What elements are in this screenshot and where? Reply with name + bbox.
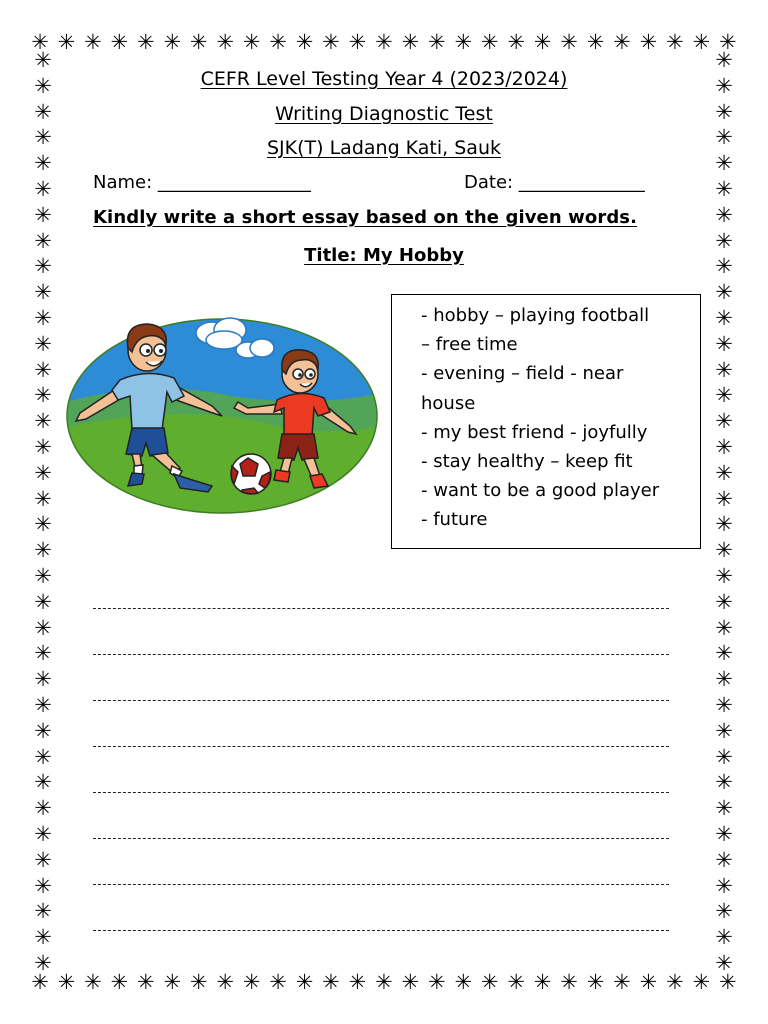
border-star-icon: ✳ [163,29,182,54]
border-star-icon: ✳ [715,125,733,150]
writing-line[interactable] [93,608,669,609]
border-star-icon: ✳ [34,254,52,279]
border-star-icon: ✳ [295,29,314,54]
border-star-icon: ✳ [715,563,733,588]
border-star-icon: ✳ [34,99,52,124]
border-star-icon: ✳ [480,969,499,994]
border-star-icon: ✳ [34,796,52,821]
border-star-icon: ✳ [715,899,733,924]
border-star-icon: ✳ [666,29,684,54]
border-star-icon: ✳ [57,969,76,994]
border-star-icon: ✳ [427,969,446,994]
border-star-icon: ✳ [34,486,52,511]
star-border-top [28,29,740,55]
border-star-icon: ✳ [189,29,208,54]
test-title: CEFR Level Testing Year 4 (2023/2024) [200,68,568,90]
border-star-icon: ✳ [34,641,52,666]
border-star-icon: ✳ [666,969,684,994]
border-star-icon: ✳ [401,969,420,994]
border-star-icon: ✳ [34,73,52,98]
border-star-icon: ✳ [715,50,733,72]
border-star-icon: ✳ [715,73,733,98]
writing-line[interactable] [93,930,669,931]
word-list-item: - future [421,509,488,531]
border-star-icon: ✳ [295,969,314,994]
border-star-icon: ✳ [34,770,52,795]
border-star-icon: ✳ [34,512,52,537]
border-star-icon: ✳ [242,969,261,994]
border-star-icon: ✳ [560,969,578,994]
football-illustration [62,308,382,523]
border-star-icon: ✳ [715,821,733,846]
border-star-icon: ✳ [586,969,605,994]
word-list-item: - want to be a good player [421,480,660,502]
border-star-icon: ✳ [507,969,525,994]
border-star-icon: ✳ [715,718,733,743]
star-border-bottom [28,969,740,995]
border-star-icon: ✳ [34,950,52,974]
border-star-icon: ✳ [189,969,208,994]
border-star-icon: ✳ [715,99,733,124]
writing-line[interactable] [93,746,669,747]
border-star-icon: ✳ [715,667,733,692]
border-star-icon: ✳ [34,305,52,330]
name-field[interactable]: Name: _________________ [93,172,311,193]
border-star-icon: ✳ [507,29,525,54]
border-star-icon: ✳ [34,434,52,459]
border-star-icon: ✳ [137,969,155,994]
border-star-icon: ✳ [715,434,733,459]
border-star-icon: ✳ [715,383,733,408]
border-star-icon: ✳ [692,969,711,994]
border-star-icon: ✳ [639,29,658,54]
border-star-icon: ✳ [216,29,234,54]
border-star-icon: ✳ [427,29,446,54]
border-star-icon: ✳ [34,176,52,201]
border-star-icon: ✳ [57,29,76,54]
border-star-icon: ✳ [715,280,733,305]
border-star-icon: ✳ [216,969,234,994]
border-star-icon: ✳ [34,383,52,408]
border-star-icon: ✳ [715,692,733,717]
border-star-icon: ✳ [718,969,737,994]
border-star-icon: ✳ [715,254,733,279]
border-star-icon: ✳ [715,460,733,485]
border-star-icon: ✳ [715,641,733,666]
border-star-icon: ✳ [375,969,393,994]
border-star-icon: ✳ [34,280,52,305]
word-list-item: – free time [421,334,518,356]
writing-line[interactable] [93,654,669,655]
border-star-icon: ✳ [375,29,393,54]
football-icon [231,454,271,494]
border-star-icon: ✳ [84,969,102,994]
border-star-icon: ✳ [163,969,182,994]
border-star-icon: ✳ [34,151,52,176]
word-list-item: - stay healthy – keep fit [421,451,633,473]
border-star-icon: ✳ [613,29,631,54]
border-star-icon: ✳ [715,486,733,511]
border-star-icon: ✳ [715,847,733,872]
border-star-icon: ✳ [715,228,733,253]
star-border-left [30,50,56,974]
border-star-icon: ✳ [34,538,52,563]
writing-line[interactable] [93,700,669,701]
border-star-icon: ✳ [34,847,52,872]
border-star-icon: ✳ [715,305,733,330]
border-star-icon: ✳ [242,29,261,54]
border-star-icon: ✳ [715,744,733,769]
border-star-icon: ✳ [31,29,49,54]
border-star-icon: ✳ [715,538,733,563]
instruction-text: Kindly write a short essay based on the given words. [93,207,638,228]
writing-line[interactable] [93,884,669,885]
border-star-icon: ✳ [715,202,733,227]
border-star-icon: ✳ [715,512,733,537]
word-list-box [391,294,701,549]
border-star-icon: ✳ [586,29,605,54]
word-list-item: - hobby – playing football [421,305,650,326]
border-star-icon: ✳ [715,873,733,898]
border-star-icon: ✳ [34,692,52,717]
border-star-icon: ✳ [613,969,631,994]
border-star-icon: ✳ [34,409,52,434]
border-star-icon: ✳ [110,969,129,994]
border-star-icon: ✳ [454,969,473,994]
border-star-icon: ✳ [715,331,733,356]
border-star-icon: ✳ [34,563,52,588]
border-star-icon: ✳ [533,969,552,994]
border-star-icon: ✳ [715,589,733,614]
border-star-icon: ✳ [715,409,733,434]
border-star-icon: ✳ [34,925,52,950]
date-field[interactable]: Date: ______________ [464,172,645,193]
border-star-icon: ✳ [718,29,737,54]
border-star-icon: ✳ [34,589,52,614]
border-star-icon: ✳ [269,969,287,994]
border-star-icon: ✳ [34,873,52,898]
border-star-icon: ✳ [715,357,733,382]
border-star-icon: ✳ [137,29,155,54]
border-star-icon: ✳ [533,29,552,54]
border-star-icon: ✳ [715,950,733,974]
border-star-icon: ✳ [401,29,420,54]
border-star-icon: ✳ [348,29,367,54]
test-subtitle: Writing Diagnostic Test [275,103,493,125]
border-star-icon: ✳ [480,29,499,54]
star-border-right [711,50,737,974]
border-star-icon: ✳ [31,969,49,994]
border-star-icon: ✳ [322,29,340,54]
border-star-icon: ✳ [84,29,102,54]
border-star-icon: ✳ [34,899,52,924]
border-star-icon: ✳ [715,796,733,821]
word-list-item: - my best friend - joyfully [421,421,648,443]
border-star-icon: ✳ [34,125,52,150]
school-name: SJK(T) Ladang Kati, Sauk [267,137,501,159]
border-star-icon: ✳ [34,228,52,253]
border-star-icon: ✳ [34,50,52,72]
border-star-icon: ✳ [34,821,52,846]
border-star-icon: ✳ [34,460,52,485]
essay-title: Title: My Hobby [304,245,464,266]
border-star-icon: ✳ [715,615,733,640]
border-star-icon: ✳ [715,925,733,950]
border-star-icon: ✳ [348,969,367,994]
border-star-icon: ✳ [34,718,52,743]
word-list-item: - evening – field - near [421,363,624,385]
writing-line[interactable] [93,792,669,793]
border-star-icon: ✳ [34,202,52,227]
border-star-icon: ✳ [269,29,287,54]
border-star-icon: ✳ [715,176,733,201]
writing-line[interactable] [93,838,669,839]
border-star-icon: ✳ [454,29,473,54]
border-star-icon: ✳ [110,29,129,54]
border-star-icon: ✳ [322,969,340,994]
border-star-icon: ✳ [560,29,578,54]
border-star-icon: ✳ [715,770,733,795]
border-star-icon: ✳ [34,744,52,769]
border-star-icon: ✳ [34,357,52,382]
border-star-icon: ✳ [639,969,658,994]
border-star-icon: ✳ [34,615,52,640]
border-star-icon: ✳ [692,29,711,54]
word-list-item: house [421,392,476,414]
border-star-icon: ✳ [715,151,733,176]
border-star-icon: ✳ [34,667,52,692]
border-star-icon: ✳ [34,331,52,356]
